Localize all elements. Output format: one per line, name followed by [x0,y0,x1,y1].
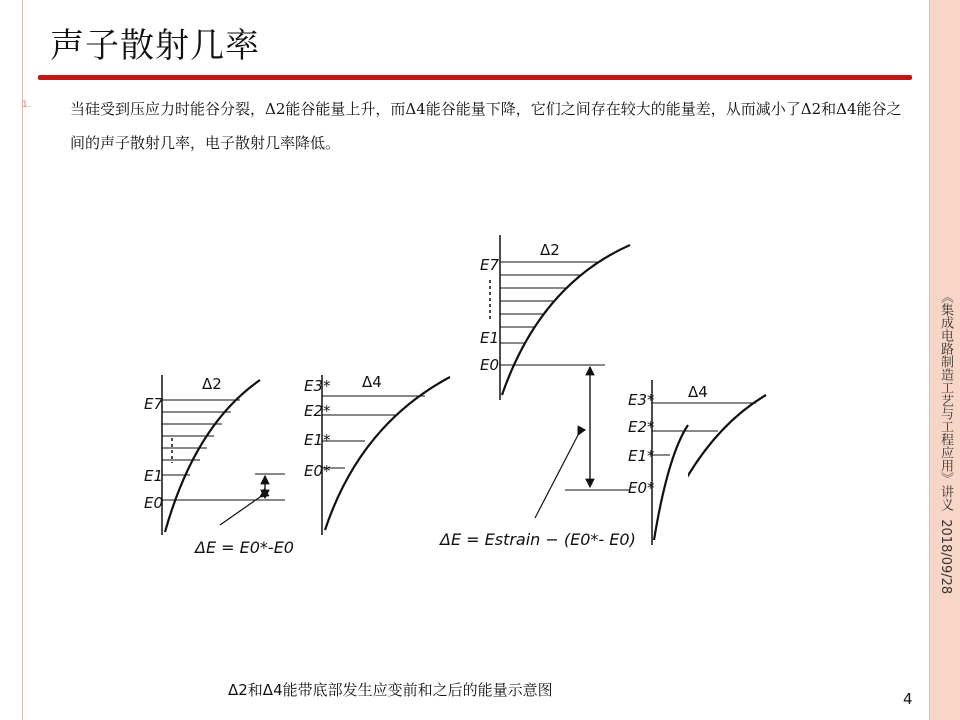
side-band-text [933,290,957,650]
right-e3s-label: E3* [628,391,655,409]
left-e3s-label: E3* [304,377,331,395]
course-title: 《集成电路制造工艺与工程应用》讲义 [938,290,953,511]
left-e7-label: E7 [144,395,164,413]
right-delta-e-formula: ΔE = Estrain − (E0*- E0) [440,530,636,549]
left-e2s-label: E2* [304,402,331,420]
right-e7-label: E7 [480,256,500,274]
left-delta2-label: Δ2 [202,375,222,393]
left-delta2-panel [144,375,285,535]
bullet-number: 1. [22,100,31,110]
energy-band-diagram-right [430,235,690,565]
slide-title: 声子散射几率 [50,26,260,66]
right-delta4-panel [628,380,688,545]
right-delta4-label: Δ4 [688,383,708,401]
figure-caption: Δ2和Δ4能带底部发生应变前和之后的能量示意图 [228,681,553,699]
page-number: 4 [903,690,913,708]
left-delta4-panel [304,373,450,535]
left-delta4-label: Δ4 [362,373,382,391]
right-e2s-label: E2* [628,418,655,436]
left-e1-label: E1 [144,467,164,485]
right-delta2-label: Δ2 [540,241,560,259]
left-e0s-label: E0* [304,462,331,480]
left-e0-label: E0 [144,494,164,512]
bullet-text: 当硅受到压应力时能谷分裂，Δ2能谷能量上升，而Δ4能谷能量下降，它们之间存在较大的能量差，从而减小了Δ2和Δ4能谷之间的声子散射几率，电子散射几率降低。 [70,100,902,152]
left-delta-e-arrow [193,474,294,557]
slide-date: 2018/09/28 [938,519,953,595]
left-delta-e-formula: ΔE = E0*-E0 [195,538,294,557]
right-e0-label: E0 [480,356,500,374]
right-e1-label: E1 [480,329,500,347]
title-underline [38,75,912,80]
right-strain-arrow [438,367,636,549]
right-e0s-label: E0* [628,479,655,497]
energy-band-diagram-right-tail [688,375,768,555]
left-e1s-label: E1* [304,431,331,449]
right-e1s-label: E1* [628,447,655,465]
